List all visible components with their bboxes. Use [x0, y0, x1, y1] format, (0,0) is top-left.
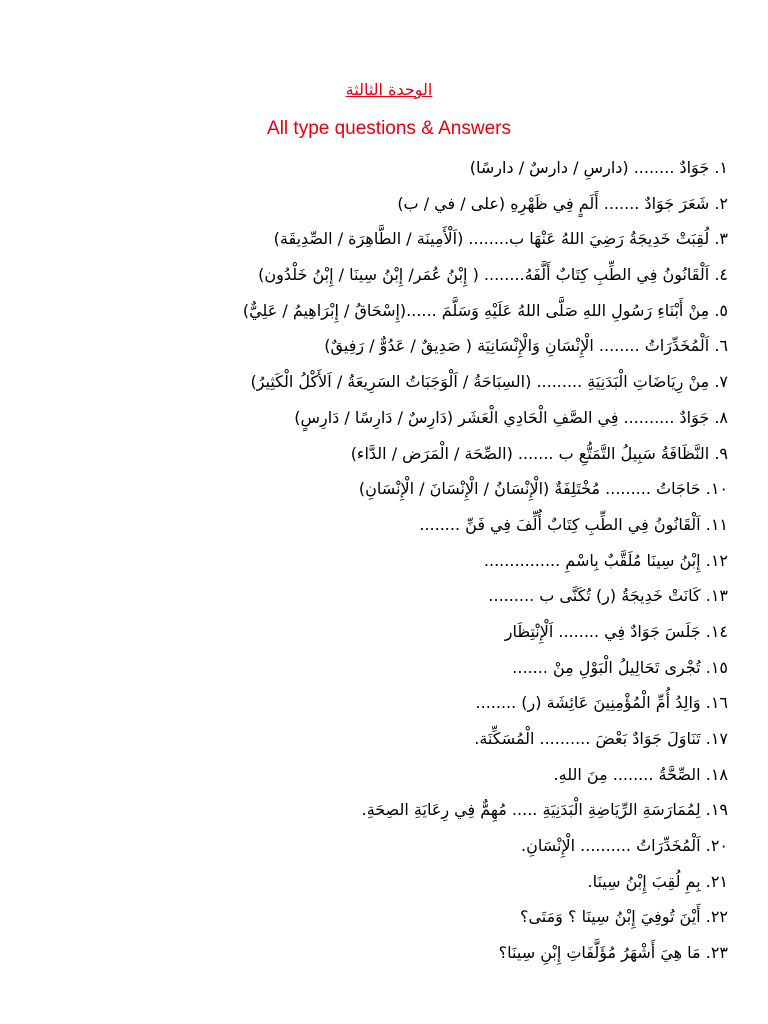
- question-text: اَلْمُخَدِّرَاتُ ........ الْإِنْسَانِ وَالْإِنْسَانِيَة ( صَدِيقٌ / عَدُوٌّ / رَفِيقٌ): [324, 336, 710, 356]
- question-text: اَلْمُخَدِّرَاتُ .......... الْإِنْسَانِ.: [521, 836, 701, 856]
- question-item: [88, 150, 728, 186]
- question-item: [88, 507, 728, 543]
- question-list: [88, 150, 728, 971]
- question-text: تَنَاوَلَ جَوَادٌ بَعْضَ .......... الْمُسَكِّنَة.: [474, 729, 701, 748]
- question-text: النَّظَافَةُ سَبِيلُ التَّمَتُّعِ ب ....... (الصِّحَة / الْمَرَض / الدَّاء): [350, 443, 710, 463]
- question-number: ١٨.: [705, 764, 728, 784]
- question-number: ٧.: [714, 372, 728, 392]
- question-item: [88, 757, 728, 793]
- question-text: لِمُمَارَسَةِ الرِّيَاضِةِ الْبَدَنِيَةِ ..... مُهِمٌّ فِي رِعَايَةِ الصِحَةِ.: [361, 800, 701, 820]
- question-item: [88, 899, 728, 935]
- question-item: [88, 828, 728, 864]
- question-item: [88, 792, 728, 828]
- question-number: ٩.: [714, 443, 728, 463]
- question-text: كَانَتْ خَدِيجَةُ (ر) تُكَنَّى ب .........: [488, 586, 701, 606]
- question-text: مِنْ أَبْنَاءِ رَسُولِ اللهِ صَلَّى اللهُ عَلَيْهِ وَسَلَّمَ ......(إِسْحَاقُ / إِبْرَاهِيمُ / عَلِيٌّ): [242, 300, 710, 320]
- question-text: مِنْ رِيَاضَاتِ الْبَدَنِيَةِ ......... (السِبَاحَةُ / اَلْوَجَبَاتُ السَرِيعَةُ / اَلأَكْلُ الْكَثِيرُ): [250, 372, 710, 392]
- question-text: أَيْنَ تُوفِيَ إِبْنُ سِينَا ؟ وَمَتَى؟: [519, 907, 701, 927]
- question-number: ١٠.: [705, 479, 728, 499]
- question-number: ١٢.: [705, 550, 728, 570]
- question-text: حَاجَاتُ ......... مُخْتَلِفَةٌ (الْإِنْسَانُ / الْإِنْسَانَ / الْإِنْسَانِ): [358, 479, 701, 499]
- question-text: الصِّحَّةُ ........ مِنَ اللهِ.: [553, 764, 701, 784]
- question-text: مَا هِيَ أَشْهَرُ مُؤَلَّفَاتِ إِبْنِ سِينَا؟: [498, 943, 701, 963]
- question-number: ١.: [714, 158, 728, 177]
- question-number: ١٩.: [705, 800, 728, 820]
- question-item: [88, 864, 728, 900]
- question-item: [88, 436, 728, 472]
- question-item: [88, 614, 728, 650]
- question-number: ٦.: [714, 336, 728, 356]
- question-item: [88, 364, 728, 400]
- question-item: [88, 650, 728, 686]
- question-text: جَلَسَ جَوَادٌ فِي ........ اَلْإِنْتِظَار: [504, 621, 701, 641]
- question-number: ٨.: [714, 407, 728, 427]
- question-text: شَعَرَ جَوَادٌ ....... أَلَمٍ فِي ظَهْرِهِ (على / في / ب): [397, 193, 710, 213]
- question-text: تُجْرى تَحَالِيلُ الْبَوْلِ مِنْ .......: [512, 657, 701, 677]
- question-number: ١٣.: [705, 586, 728, 606]
- question-item: [88, 721, 728, 757]
- question-number: ١١.: [705, 514, 728, 534]
- question-number: ١٦.: [705, 693, 728, 713]
- question-item: [88, 328, 728, 364]
- question-item: [88, 578, 728, 614]
- question-number: ٢٠.: [705, 836, 728, 856]
- question-number: ٤.: [714, 265, 728, 285]
- question-text: اَلْقَانُونُ فِي الطِّبِ كِتَابٌ أُلِّفَ فِي فَنِّ ........: [419, 514, 701, 534]
- question-number: ٢.: [714, 193, 728, 213]
- question-item: [88, 257, 728, 293]
- question-text: اَلْقَانُونُ فِي الطِّبِ كِتَابٌ أَلَّفَهُ........ ( إِبْنُ عُمَر/ إِبْنُ سِينَا / إِبْنُ خَلْدُون): [258, 265, 710, 285]
- question-item: [88, 471, 728, 507]
- question-item: [88, 935, 728, 971]
- question-item: [88, 293, 728, 329]
- question-number: ١٤.: [705, 621, 728, 641]
- worksheet-subtitle: All type questions & Answers: [267, 118, 511, 139]
- question-text: جَوَادٌ .......... فِي الصَّفِ الْحَادِي الْعَشَر (دَارِسٌ / دَارِسًا / دَارِسٍ): [294, 407, 710, 427]
- question-number: ١٧.: [705, 729, 728, 748]
- question-item: [88, 186, 728, 222]
- question-number: ٢٣.: [705, 943, 728, 963]
- question-item: [88, 221, 728, 257]
- question-number: ٢١.: [705, 871, 728, 891]
- question-number: ٢٢.: [705, 907, 728, 927]
- question-text: لُقِبَتْ خَدِيجَةُ رَضِيَ اللهُ عَنْهَا ب........ (اَلْأَمِينَة / الطَّاهِرَة / الصِّدِيقَة): [273, 229, 710, 249]
- question-number: ٥.: [714, 300, 728, 320]
- question-item: [88, 400, 728, 436]
- question-number: ٣.: [714, 229, 728, 249]
- unit-title: الوحدة الثالثة: [345, 80, 433, 99]
- question-text: جَوَادٌ ........ (دارسِ / دارسٌ / دارسًا): [469, 158, 710, 177]
- question-text: إِبْنُ سِينَا مُلَقَّبٌ بِاسْمِ ...............: [483, 550, 701, 570]
- question-item: [88, 543, 728, 579]
- question-number: ١٥.: [705, 657, 728, 677]
- question-text: بِمِ لُقِبَ إِبْنُ سِينَا.: [587, 871, 701, 891]
- question-text: وَالِدُ أُمِّ الْمُؤْمِنِينَ عَائِشَة (ر) ........: [475, 693, 701, 713]
- question-item: [88, 685, 728, 721]
